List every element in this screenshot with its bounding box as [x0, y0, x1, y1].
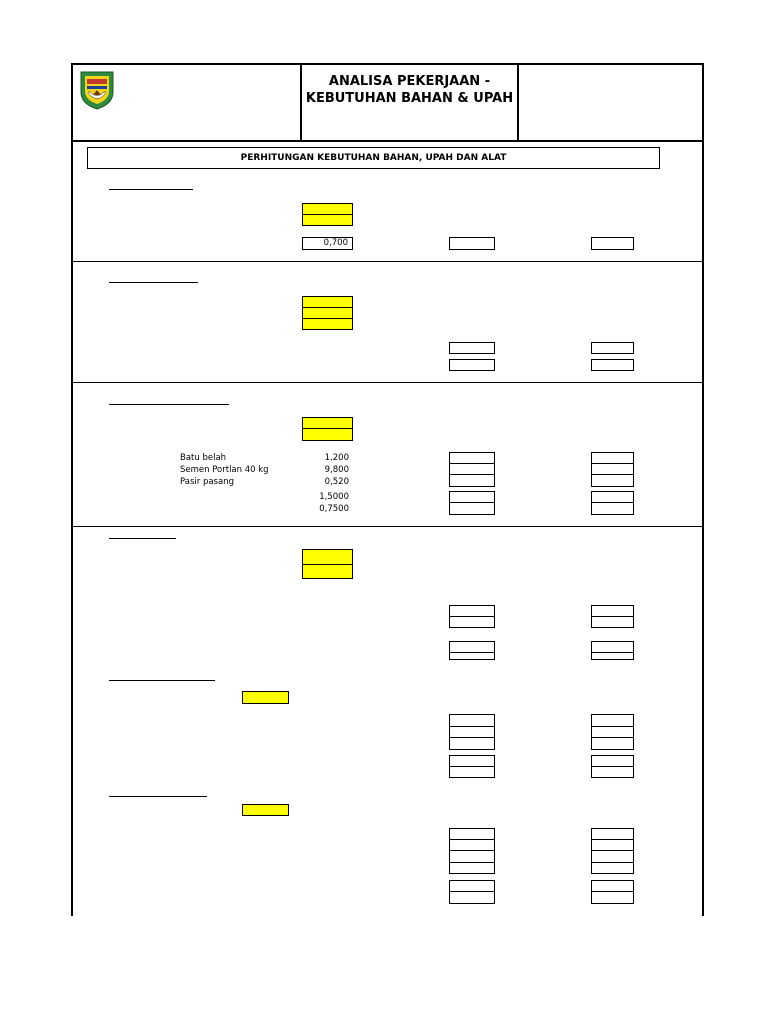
- section6-box-b6: [591, 891, 634, 904]
- header-bottom-border: [71, 140, 704, 142]
- calculation-banner: [87, 147, 660, 169]
- section1-value: 0,700: [323, 238, 348, 248]
- section6-heading-underline: [109, 796, 207, 797]
- section4-box-b4: [591, 652, 634, 660]
- section2-heading-underline: [109, 282, 198, 283]
- section2-box-b2: [591, 359, 634, 371]
- section5-heading-underline: [109, 680, 215, 681]
- section5-box-a3: [449, 737, 495, 750]
- section2-box-a2: [449, 359, 495, 371]
- page-title-line-1: ANALISA PEKERJAAN -: [328, 74, 491, 89]
- logo: [78, 70, 116, 110]
- page-title: [302, 73, 517, 113]
- section2-divider: [71, 382, 704, 383]
- section1-divider: [71, 261, 704, 262]
- section3-box-b3: [591, 474, 634, 487]
- section5-box-b3: [591, 737, 634, 750]
- section6-box-b4: [591, 862, 634, 874]
- section3-heading-underline: [109, 404, 229, 405]
- section3-box-b5: [591, 502, 634, 515]
- section1-heading-underline: [109, 189, 193, 190]
- section3-divider: [71, 526, 704, 527]
- page-border-top: [71, 63, 704, 65]
- section3-yellow-cell-2: [302, 428, 353, 441]
- labor-value-2: 0,7500: [319, 504, 349, 514]
- section4-yellow-cell-1: [302, 549, 353, 565]
- section4-heading-underline: [109, 538, 176, 539]
- section1-value-cell: [302, 237, 353, 250]
- material-name-3: Pasir pasang: [180, 477, 234, 487]
- section6-box-a4: [449, 862, 495, 874]
- material-name-2: Semen Portlan 40 kg: [180, 465, 269, 475]
- section1-box-a: [449, 237, 495, 250]
- section6-box-a6: [449, 891, 495, 904]
- section1-yellow-cell-2: [302, 214, 353, 226]
- page-border-left: [71, 63, 73, 916]
- section6-yellow-cell: [242, 804, 289, 816]
- section5-box-b5: [591, 766, 634, 778]
- section2-box-a1: [449, 342, 495, 354]
- material-name-1: Batu belah: [180, 453, 227, 463]
- calculation-banner-label: PERHITUNGAN KEBUTUHAN BAHAN, UPAH DAN ALAT: [240, 153, 507, 163]
- regional-emblem-icon: [78, 70, 116, 110]
- section1-box-b: [591, 237, 634, 250]
- labor-value-1: 1,5000: [319, 492, 349, 502]
- section2-yellow-cell-3: [302, 318, 353, 330]
- material-value-2: 9,800: [324, 465, 349, 475]
- material-value-3: 0,520: [324, 477, 349, 487]
- section2-box-b1: [591, 342, 634, 354]
- section4-box-b2: [591, 616, 634, 628]
- page-title-line-2: KEBUTUHAN BAHAN & UPAH: [305, 91, 514, 106]
- section4-box-a2: [449, 616, 495, 628]
- page-border-right: [702, 63, 704, 916]
- section3-box-a3: [449, 474, 495, 487]
- section3-box-a5: [449, 502, 495, 515]
- section4-yellow-cell-2: [302, 564, 353, 579]
- section4-box-a4: [449, 652, 495, 660]
- material-value-1: 1,200: [324, 453, 349, 463]
- section5-yellow-cell: [242, 691, 289, 704]
- header-divider-2: [517, 63, 519, 141]
- section5-box-a5: [449, 766, 495, 778]
